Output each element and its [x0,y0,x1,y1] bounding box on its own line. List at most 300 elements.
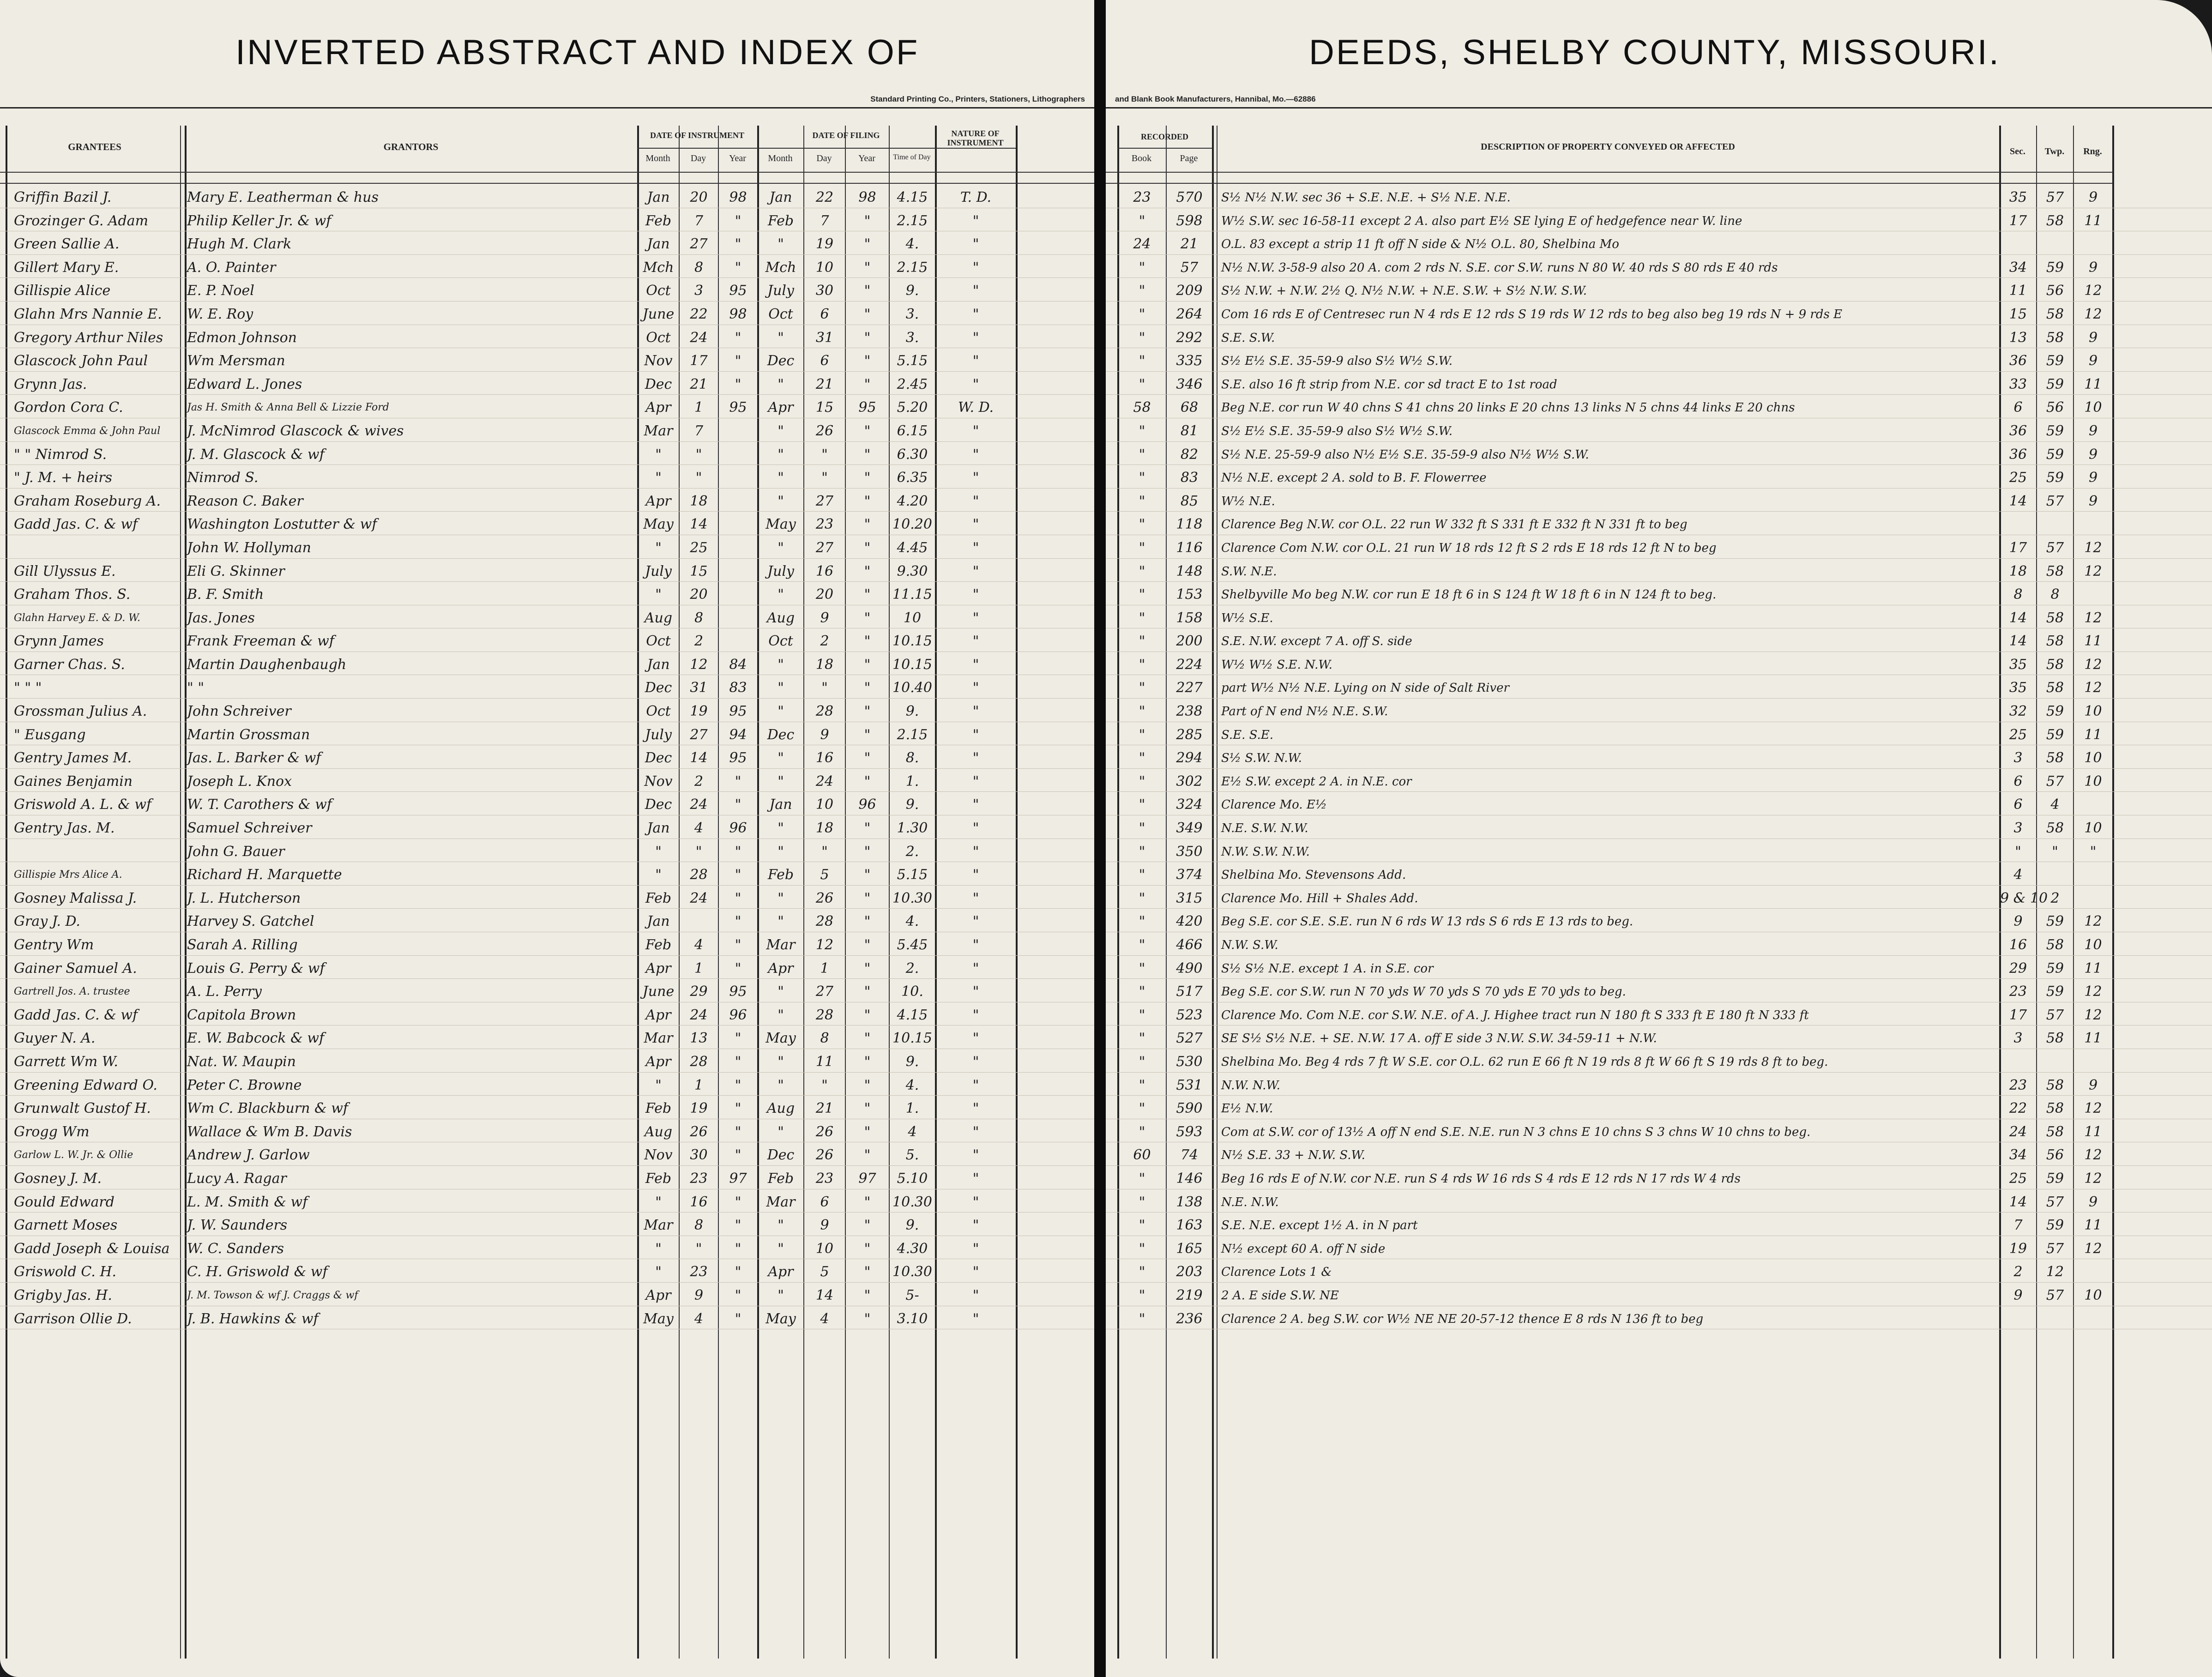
filing-month-cell: " [778,446,784,463]
range-cell: 10 [2084,399,2102,416]
ledger-row [1106,302,2212,325]
filing-time-cell: 9. [905,1217,919,1234]
range-cell [2074,512,2112,535]
nature-cell: T. D. [960,189,992,205]
ledger-row [1106,1026,2212,1049]
range-cell: 9 [2088,1194,2098,1210]
township-cell: 12 [2046,1264,2064,1280]
ledger-row [1106,465,2212,489]
ledger-row [1106,185,2212,208]
instrument-year-cell: " [735,890,741,906]
range-cell: 9 [2088,446,2098,463]
instrument-month-cell: Apr [645,399,671,416]
description-cell: Com at S.W. cor of 13½ A off N end S.E. N.E. run N 3 chns E 10 chns S 3 chns W 10 chns to beg. [1221,1125,1811,1139]
instrument-day-cell: 28 [690,1053,708,1070]
instrument-year-cell: " [735,937,741,953]
book-cell: 23 [1133,189,1151,205]
ledger-row [1106,278,2212,302]
instrument-day-cell: 25 [690,539,708,556]
instrument-day-cell: 19 [690,1100,708,1117]
book-cell: " [1139,493,1145,509]
filing-time-cell: 4.45 [897,539,928,556]
filing-month-cell: " [778,470,784,486]
description-cell: S½ E½ S.E. 35-59-9 also S½ W½ S.W. [1221,424,1453,438]
nature-cell: " [972,983,979,1000]
filing-time-cell: 8. [905,750,919,766]
book-cell: 60 [1133,1147,1151,1164]
nature-cell: " [972,820,979,837]
instrument-day-cell: 24 [690,796,708,813]
filing-month-cell: Oct [768,306,793,322]
grantee-cell: Gill Ulyssus E. [14,563,116,579]
book-cell: " [1139,609,1145,626]
ledger-row [0,1283,1094,1306]
grantor-cell: Edmon Johnson [187,329,297,346]
section-cell: 29 [2009,960,2027,977]
grantor-cell: Martin Daughenbaugh [187,656,347,673]
ledger-row [0,1166,1094,1189]
section-cell: 33 [2009,376,2027,392]
nature-cell: " [972,1077,979,1093]
ledger-row [0,1236,1094,1260]
nature-cell: " [972,1217,979,1234]
description-cell: S½ N.E. 25-59-9 also N½ E½ S.E. 35-59-9 also N½ W½ S.W. [1221,447,1589,462]
filing-year-cell: " [864,1217,871,1234]
section-cell: 3 [2013,820,2023,837]
nature-cell: " [972,1100,979,1117]
nature-cell: " [972,960,979,977]
grantor-cell: Richard H. Marquette [187,867,342,883]
filing-year-cell: " [864,1194,871,1210]
nature-cell: " [972,609,979,626]
grantee-cell: Gartrell Jos. A. trustee [14,986,130,998]
grantor-cell: W. E. Roy [187,306,253,322]
filing-month-cell: " [778,329,784,346]
grantor-cell: C. H. Griswold & wf [187,1264,328,1280]
nature-cell: " [972,493,979,509]
page-cell: 527 [1176,1030,1203,1047]
grantee-cell: Gadd Joseph & Louisa [14,1240,170,1257]
ledger-row [0,605,1094,629]
instrument-month-cell: Nov [644,773,673,790]
page-cell: 517 [1176,983,1203,1000]
nature-cell: " [972,306,979,322]
filing-month-cell: Dec [767,1147,795,1164]
ledger-row [0,1002,1094,1026]
section-cell: 25 [2009,1170,2027,1187]
instrument-year-cell: " [735,376,741,392]
filing-day-cell: " [821,470,828,486]
section-cell: 23 [2009,983,2027,1000]
instrument-day-cell: 2 [694,633,704,650]
ledger-row [1106,489,2212,512]
instrument-year-cell: " [735,1100,741,1117]
filing-day-cell: 5 [820,1264,829,1280]
filing-month-cell: May [765,1030,796,1047]
grantee-cell: Graham Thos. S. [14,586,131,603]
instrument-year-cell: " [735,773,741,790]
grantee-cell: Garrison Ollie D. [14,1310,132,1327]
filing-time-cell: 3.10 [897,1310,928,1327]
book-cell: " [1139,960,1145,977]
section-cell: 15 [2009,306,2027,322]
instrument-day-cell: " [695,1240,702,1257]
grantee-cell: Griffin Bazil J. [14,189,112,205]
filing-year-cell: " [864,820,871,837]
filing-year-cell: " [864,1030,871,1047]
book-cell: " [1139,516,1145,533]
instrument-day-cell: 22 [690,306,708,322]
filing-time-cell: 10.30 [892,1194,932,1210]
filing-time-cell: 6.15 [897,422,928,439]
ledger-row [1106,605,2212,629]
filing-month-cell: " [778,913,784,930]
description-cell: Clarence Com N.W. cor O.L. 21 run W 18 rds 12 ft S 2 rds E 18 rds 12 ft N to beg [1221,541,1717,555]
ledger-row [1106,1002,2212,1026]
filing-time-cell: 2. [905,960,919,977]
book-cell: " [1139,633,1145,650]
filing-day-cell: 5 [820,867,829,883]
ledger-row [0,932,1094,956]
page-cell: 82 [1180,446,1199,463]
page-cell: 238 [1176,703,1203,720]
ledger-row [0,1096,1094,1119]
range-cell: 9 [2088,353,2098,369]
grantee-cell: Garnett Moses [14,1217,118,1234]
ledger-row [1106,1096,2212,1119]
township-cell: 8 [2050,586,2060,603]
book-cell: " [1139,843,1145,860]
nature-cell: " [972,633,979,650]
filing-time-cell: 10.20 [892,516,932,533]
ledger-row [0,979,1094,1002]
description-cell: E½ S.W. except 2 A. in N.E. cor [1221,774,1412,789]
instrument-day-cell: 14 [690,516,708,533]
range-cell: 9 [2088,259,2098,276]
section-cell: 17 [2009,212,2027,229]
book-cell: " [1139,259,1145,276]
filing-month-cell: " [778,1053,784,1070]
section-cell: 17 [2009,539,2027,556]
instrument-year-cell: 95 [729,750,747,766]
instrument-month-cell: May [643,1310,674,1327]
grantor-cell: Frank Freeman & wf [187,633,334,650]
ledger-row [0,909,1094,932]
filing-day-cell: 14 [815,1287,834,1303]
ledger-row [1106,675,2212,699]
grantee-cell: Gainer Samuel A. [14,960,137,977]
ledger-row [0,1259,1094,1283]
page-cell: 227 [1176,680,1203,696]
page-cell: 598 [1176,212,1203,229]
book-cell: " [1139,1100,1145,1117]
twp-header: Twp. [2044,146,2065,157]
range-cell: 12 [2084,1147,2102,1164]
range-cell: 10 [2084,820,2102,837]
township-cell: 58 [2046,212,2064,229]
range-cell: 10 [2084,1287,2102,1303]
range-cell [2074,1049,2112,1072]
grantee-cell: Gentry James M. [14,750,132,766]
instrument-month-cell: Nov [644,353,673,369]
nature-cell: " [972,1264,979,1280]
page-cell: 590 [1176,1100,1203,1117]
filing-day-cell: " [821,446,828,463]
section-cell: 9 [2013,913,2023,930]
instrument-year-cell: " [735,867,741,883]
nature-cell: " [972,539,979,556]
right-top-rule [1106,107,2212,109]
instrument-month-cell: May [643,516,674,533]
filing-time-cell: 5.15 [897,867,928,883]
instrument-month-cell: " [655,843,662,860]
page-cell: 138 [1176,1194,1203,1210]
page-cell: 349 [1176,820,1203,837]
grantee-cell: Glascock Emma & John Paul [14,425,161,437]
ledger-row [1106,418,2212,442]
section-cell: 34 [2009,259,2027,276]
section-cell: 14 [2009,633,2027,650]
filing-month-cell: " [778,890,784,906]
sec-header: Sec. [2010,146,2025,157]
filing-day-cell: 1 [820,960,829,977]
nature-cell: " [972,1123,979,1140]
filing-time-cell: 2.15 [897,259,928,276]
instrument-year-cell: " [735,1053,741,1070]
filing-day-cell: 11 [815,1053,834,1070]
filing-year-cell: " [864,1053,871,1070]
ledger-row [1106,1073,2212,1096]
instrument-year-cell: " [735,1123,741,1140]
instrument-day-cell: 8 [694,259,704,276]
book-cell: " [1139,796,1145,813]
filing-day-cell: " [821,1077,828,1093]
filing-month-cell: Oct [768,633,793,650]
instrument-month-cell: Jan [647,820,670,837]
ledger-row [1106,628,2212,652]
instrument-month-cell: Feb [645,1170,672,1187]
filing-time-cell: 6.35 [897,470,928,486]
grantee-cell: Griswold C. H. [14,1264,117,1280]
description-cell: S.E. S.W. [1221,331,1275,345]
grantor-cell: Samuel Schreiver [187,820,312,837]
filing-month-cell: " [778,1007,784,1023]
nature-cell: " [972,937,979,953]
page-cell: 531 [1176,1077,1203,1093]
nature-cell: " [972,283,979,299]
grantors-header: GRANTORS [383,141,439,152]
section-cell: 16 [2009,937,2027,953]
filing-year-cell: " [864,1100,871,1117]
book-cell: " [1139,937,1145,953]
filing-month-cell: Jan [769,796,792,813]
instrument-day-cell: " [695,446,702,463]
section-cell: " [2015,843,2021,860]
book-cell: " [1139,329,1145,346]
instrument-year-cell: " [735,913,741,930]
township-cell: 59 [2046,470,2064,486]
page-cell: 148 [1176,563,1203,579]
range-cell: 11 [2084,1217,2102,1234]
ledger-row [1106,1166,2212,1189]
ledger-row [0,348,1094,372]
instrument-year-cell: " [735,1310,741,1327]
ledger-row [1106,442,2212,465]
range-cell: 12 [2084,680,2102,696]
instrument-year-cell: 84 [729,656,747,673]
range-cell: 11 [2084,633,2102,650]
range-cell [2074,886,2112,909]
filing-day-cell: 6 [820,353,829,369]
description-header: DESCRIPTION OF PROPERTY CONVEYED OR AFFECTED [1481,142,1735,152]
description-cell: W½ W½ S.E. N.W. [1221,658,1332,672]
range-cell: 12 [2084,913,2102,930]
filing-year-cell: " [864,890,871,906]
filing-month-cell: May [765,516,796,533]
filing-day-cell: 18 [815,656,834,673]
grantor-cell: Jas. Jones [187,609,255,626]
filing-year-cell: 97 [858,1170,876,1187]
grantee-cell: Gentry Jas. M. [14,820,115,837]
description-cell: Shelbyville Mo beg N.W. cor run E 18 ft 6 in S 124 ft W 18 ft 6 in N 124 ft to beg. [1221,588,1717,602]
instrument-day-cell: 1 [694,960,704,977]
page-cell: 374 [1176,867,1203,883]
description-cell: N.E. N.W. [1221,1195,1279,1209]
filing-time-cell: 4. [905,1077,919,1093]
filing-time-cell: 1. [905,773,919,790]
nature-cell: " [972,1053,979,1070]
description-cell: S½ E½ S.E. 35-59-9 also S½ W½ S.W. [1221,354,1453,368]
ledger-row [1106,348,2212,372]
grantee-cell: Grigby Jas. H. [14,1287,112,1303]
instrument-year-cell: " [735,1030,741,1047]
filing-year-cell: " [864,609,871,626]
header-subrule [1117,148,1212,149]
book-cell: " [1139,283,1145,299]
instrument-month-cell: " [655,1077,662,1093]
grantor-cell: A. L. Perry [187,983,262,1000]
grantor-cell: Mary E. Leatherman & hus [187,189,379,205]
book-cell: " [1139,656,1145,673]
instrument-year-cell: 83 [729,680,747,696]
instrument-month-cell: Mar [644,1030,673,1047]
instrument-month-cell: Apr [645,960,671,977]
filing-month-cell: " [778,586,784,603]
township-cell: 58 [2046,1100,2064,1117]
township-cell: " [2052,843,2058,860]
filing-day-cell: 12 [815,937,834,953]
ledger-row [1106,745,2212,769]
grantee-cell: Greening Edward O. [14,1077,157,1093]
book-cell: " [1139,890,1145,906]
instrument-month-cell: Feb [645,890,672,906]
grantee-cell: Glascock John Paul [14,353,148,369]
filing-year-cell: " [864,1007,871,1023]
filing-year-cell: " [864,236,871,253]
description-cell: N½ N.E. except 2 A. sold to B. F. Flowerree [1221,471,1487,485]
ledger-row [1106,1213,2212,1236]
nature-cell: " [972,586,979,603]
filing-day-cell: 6 [820,1194,829,1210]
ledger-row [0,839,1094,863]
page-cell: 158 [1176,609,1203,626]
page-cell: 203 [1176,1264,1203,1280]
instrument-year-cell: " [735,329,741,346]
nature-cell: " [972,446,979,463]
filing-year-cell: 96 [858,796,876,813]
instrument-year-cell [719,465,757,488]
section-cell: 36 [2009,422,2027,439]
instrument-year-cell: 97 [729,1170,747,1187]
nature-cell: " [972,1147,979,1164]
filing-day-cell: 26 [815,890,834,906]
ledger-row [0,208,1094,232]
instrument-month-cell: Mar [644,422,673,439]
nature-cell: " [972,1170,979,1187]
ledger-row [0,722,1094,746]
instrument-day-cell: 15 [690,563,708,579]
book-cell: " [1139,1030,1145,1047]
nature-cell: " [972,516,979,533]
grantee-cell: Guyer N. A. [14,1030,96,1047]
instrument-year-cell: 95 [729,283,747,299]
township-cell: 58 [2046,820,2064,837]
filing-year-cell: " [864,422,871,439]
range-cell: 12 [2084,563,2102,579]
description-cell: E½ N.W. [1221,1102,1273,1116]
ledger-row [0,792,1094,815]
instrument-month-cell: Mch [643,259,674,276]
section-cell: 3 [2013,1030,2023,1047]
ledger-row [0,255,1094,278]
instrument-day-cell: 4 [694,1310,704,1327]
instrument-year-cell: " [735,843,741,860]
grantee-cell: Garrett Wm W. [14,1053,118,1070]
township-cell: 57 [2046,189,2064,205]
ledger-row [1106,839,2212,863]
ledger-row [1106,1306,2212,1330]
range-cell [2074,1306,2112,1329]
township-cell: 57 [2046,773,2064,790]
township-cell: 58 [2046,633,2064,650]
section-cell: 18 [2009,563,2027,579]
filing-month-cell: " [778,983,784,1000]
book-cell: " [1139,1240,1145,1257]
grantee-cell: Gosney J. M. [14,1170,102,1187]
description-cell: O.L. 83 except a strip 11 ft off N side & N½ O.L. 80, Shelbina Mo [1221,237,1619,252]
filing-month-cell: " [778,376,784,392]
township-cell: 59 [2046,960,2064,977]
filing-year-cell: " [864,563,871,579]
filing-day-cell: " [821,680,828,696]
section-cell: 6 [2013,399,2023,416]
nature-cell: " [972,236,979,253]
range-cell: 12 [2084,609,2102,626]
instrument-year-cell: " [735,960,741,977]
section-cell: 17 [2009,1007,2027,1023]
instrument-day-cell: 2 [694,773,704,790]
book-cell: " [1139,703,1145,720]
grantor-cell: Jas H. Smith & Anna Bell & Lizzie Ford [187,402,389,414]
filing-year-cell: " [864,983,871,1000]
instrument-month-cell: " [655,1194,662,1210]
ledger-row [0,1306,1094,1330]
filing-month-cell: " [778,539,784,556]
section-cell: 8 [2013,586,2023,603]
ledger-row [1106,886,2212,909]
grantor-cell: Nimrod S. [187,470,259,486]
right-ledger-page [1106,0,2212,1677]
